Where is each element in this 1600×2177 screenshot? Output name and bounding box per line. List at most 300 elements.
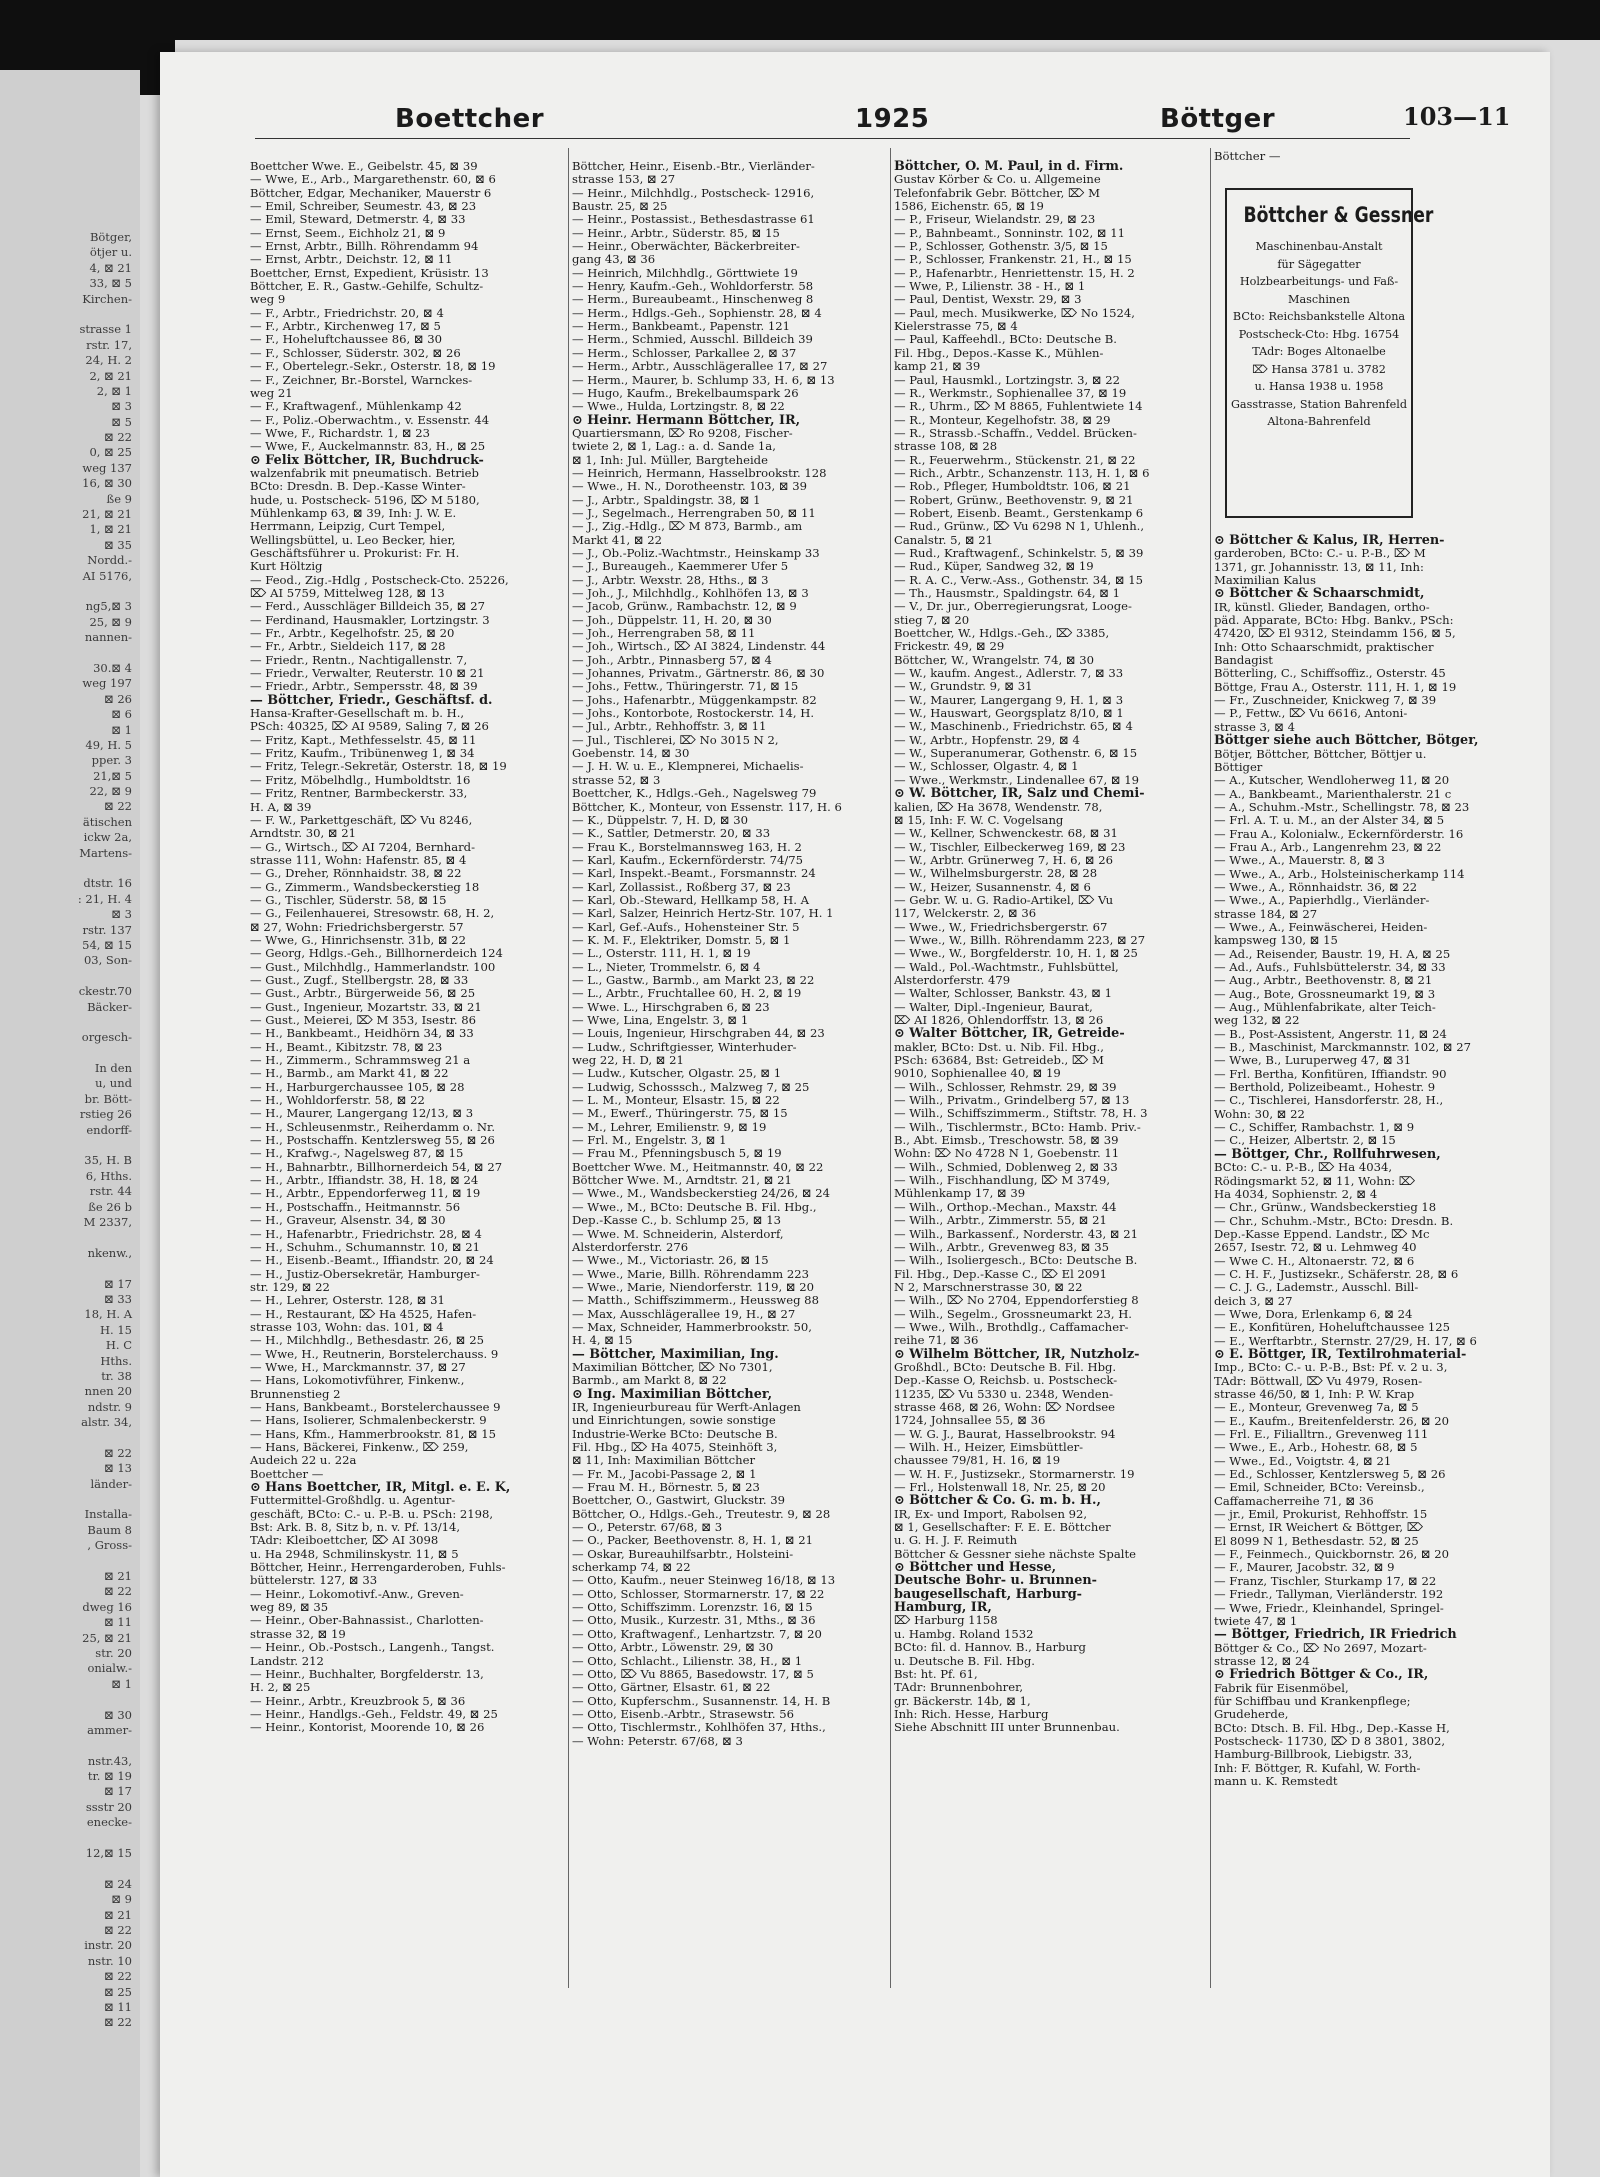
directory-entry: — Wwe., E., Arb., Hohestr. 68, ⊠ 5 — [1214, 1440, 1418, 1455]
directory-entry: strasse 46/50, ⊠ 1, Inh: P. W. Krap — [1214, 1387, 1415, 1401]
directory-entry: — Ludw., Kutscher, Olgastr. 25, ⊠ 1 — [572, 1066, 782, 1081]
directory-entry: Boettcher — — [250, 1466, 324, 1481]
directory-entry: ⊠ 1, Inh: Jul. Müller, Bargteheide — [572, 452, 768, 467]
directory-entry: walzenfabrik mit pneumatisch. Betrieb — [250, 465, 479, 480]
directory-entry: — Johs., Kontorbote, Rostockerstr. 14, H. — [572, 706, 815, 721]
directory-entry: — Gust., Zugf., Stellbergstr. 28, ⊠ 33 — [250, 972, 469, 987]
directory-entry: — Wwe., W., Friedrichsbergerstr. 67 — [894, 919, 1108, 934]
directory-entry: — Herm., Arbtr., Ausschlägerallee 17, ⊠ 27 — [572, 359, 828, 374]
directory-entry: strasse 32, ⊠ 19 — [250, 1626, 346, 1641]
directory-entry: — Rob., Pfleger, Humboldtstr. 106, ⊠ 21 — [894, 479, 1131, 494]
prev-page-fragment: ⊠ 22 — [104, 1922, 132, 1937]
prev-page-fragment: 22, ⊠ 9 — [89, 784, 132, 799]
directory-entry: — Wwe., M., BCto: Deutsche B. Fil. Hbg., — [572, 1199, 817, 1214]
directory-entry: twiete 47, ⊠ 1 — [1214, 1613, 1298, 1628]
directory-entry: — Frau M., Pfenningsbusch 5, ⊠ 19 — [572, 1146, 782, 1161]
directory-entry: — Ad., Aufs., Fuhlsbüttelerstr. 34, ⊠ 33 — [1214, 960, 1446, 974]
directory-entry: — Rud., Grünw., ⌦ Vu 6298 N 1, Uhlenh., — [894, 519, 1145, 534]
directory-entry: — P., Schlosser, Frankenstr. 21, H., ⊠ 15 — [894, 252, 1132, 267]
prev-page-fragment: 21,⊠ 5 — [93, 768, 132, 783]
directory-entry: — Franz, Tischler, Sturkamp 17, ⊠ 22 — [1214, 1573, 1437, 1588]
directory-entry: 9010, Sophienallee 40, ⊠ 19 — [894, 1066, 1061, 1081]
directory-entry: Canalstr. 5, ⊠ 21 — [894, 532, 994, 547]
directory-entry: geschäft, BCto: C.- u. P.-B. u. PSch: 2198, — [250, 1506, 494, 1521]
directory-entry: weg 9 — [250, 292, 286, 307]
directory-entry: — Frl., Holstenwall 18, Nr. 25, ⊠ 20 — [894, 1480, 1106, 1495]
prev-page-fragment: ⊠ 9 — [111, 1892, 132, 1907]
directory-entry: — M., Lehrer, Emilienstr. 9, ⊠ 19 — [572, 1119, 767, 1134]
prev-page-fragment: ⊠ 5 — [111, 414, 132, 429]
prev-page-fragment — [2, 969, 132, 984]
directory-entry: — Max, Ausschlägerallee 19, H., ⊠ 27 — [572, 1306, 796, 1321]
directory-entry: — Friedr., Arbtr., Sempersstr. 48, ⊠ 39 — [250, 679, 478, 694]
directory-entry: — Wwe., H. N., Dorotheenstr. 103, ⊠ 39 — [572, 479, 807, 494]
prev-page-fragment: 4, ⊠ 21 — [89, 260, 132, 275]
ad-line: TAdr: Boges Altonaelbe — [1252, 345, 1386, 358]
directory-entry: — Otto, Kraftwagenf., Lenhartzstr. 7, ⊠ 20 — [572, 1626, 822, 1641]
directory-entry: für Schiffbau und Krankenpflege; — [1214, 1693, 1411, 1708]
prev-page-fragment: rstieg 26 — [79, 1107, 132, 1122]
directory-entry: — Frau A., Kolonialw., Eckernförderstr. 16 — [1214, 826, 1464, 841]
directory-entry: — A., Schuhm.-Mstr., Schellingstr. 78, ⊠ 23 — [1214, 799, 1470, 814]
directory-entry: N 2, Marschnerstrasse 30, ⊠ 22 — [894, 1279, 1083, 1294]
directory-entry: — H., Schleusenmstr., Reiherdamm o. Nr. — [250, 1119, 496, 1134]
directory-entry: — W., Superanumerar, Gothenstr. 6, ⊠ 15 — [894, 746, 1138, 761]
directory-entry: — K., Düppelstr. 7, H. D, ⊠ 30 — [572, 812, 749, 827]
directory-entry: strasse 103, Wohn: das. 101, ⊠ 4 — [250, 1319, 444, 1334]
prev-page-fragment — [2, 646, 132, 661]
directory-entry: strasse 111, Wohn: Hafenstr. 85, ⊠ 4 — [250, 852, 467, 867]
directory-entry: Ha 4034, Sophienstr. 2, ⊠ 4 — [1214, 1186, 1378, 1201]
prev-page-fragment: 03, Son- — [83, 953, 132, 968]
directory-entry: — W., Wilhelmsburgerstr. 28, ⊠ 28 — [894, 866, 1098, 881]
prev-page-fragment — [2, 1230, 132, 1245]
prev-page-fragment: 49, H. 5 — [85, 737, 132, 752]
prev-page-fragment: 6, Hths. — [85, 1168, 132, 1183]
directory-entry: BCto: Dresdn. B. Dep.-Kasse Winter- — [250, 479, 466, 494]
directory-entry: — Frl. Bertha, Konfitüren, Iffiandstr. 90 — [1214, 1066, 1447, 1081]
directory-entry: — Otto, Tischlermstr., Kohlhöfen 37, Hths., — [572, 1720, 826, 1735]
directory-entry: — Wwe, Dora, Erlenkamp 6, ⊠ 24 — [1214, 1306, 1413, 1321]
directory-entry: Fil. Hbg., Dep.-Kasse C., ⌦ El 2091 — [894, 1266, 1107, 1281]
directory-entry: H. 2, ⊠ 25 — [250, 1680, 311, 1695]
directory-entry: PSch: 63684, Bst: Getreideb., ⌦ M — [894, 1053, 1104, 1068]
directory-entry: — H., Hafenarbtr., Friedrichstr. 28, ⊠ 4 — [250, 1226, 482, 1241]
directory-entry: Wohn: 30, ⊠ 22 — [1214, 1106, 1305, 1121]
directory-entry: — Feod., Zig.-Hdlg , Postscheck-Cto. 25226, — [250, 572, 509, 587]
prev-page-fragment: strasse 1 — [79, 322, 132, 337]
column-3 — [894, 160, 1206, 1990]
directory-entry: — Rich., Arbtr., Schanzenstr. 113, H. 1, ⊠ 6 — [894, 465, 1150, 480]
directory-entry: — Wilh., Schiffszimmerm., Stiftstr. 78, H. 3 — [894, 1106, 1148, 1121]
directory-entry: — L., Gastw., Barmb., am Markt 23, ⊠ 22 — [572, 972, 815, 987]
prev-page-fragment: ⊠ 3 — [111, 907, 132, 922]
column-4 — [1214, 533, 1479, 1994]
directory-entry: — Wohn: Peterstr. 67/68, ⊠ 3 — [572, 1733, 743, 1748]
prev-page-fragment: 1, ⊠ 21 — [89, 522, 132, 537]
prev-page-fragment — [2, 1861, 132, 1876]
directory-entry: Audeich 22 u. 22a — [250, 1453, 357, 1468]
directory-entry: — W., Kellner, Schwenckestr. 68, ⊠ 31 — [894, 826, 1118, 841]
directory-entry: — Fritz, Kapt., Methfesselstr. 45, ⊠ 11 — [250, 732, 477, 747]
prev-page-fragment: Baum 8 — [87, 1522, 132, 1537]
directory-entry: — Heinr., Arbtr., Kreuzbrook 5, ⊠ 36 — [250, 1693, 466, 1708]
header-left-word: Boettcher — [395, 104, 545, 134]
directory-entry: Alsterdorferstr. 479 — [894, 972, 1011, 987]
directory-entry: — Chr., Grünw., Wandsbeckerstieg 18 — [1214, 1200, 1437, 1215]
directory-entry: — G., Tischler, Süderstr. 58, ⊠ 15 — [250, 892, 447, 907]
ad-line: ⌦ Hansa 3781 u. 3782 — [1252, 362, 1386, 376]
directory-entry: stieg 7, ⊠ 20 — [894, 612, 970, 627]
directory-entry: — Wwe., Hulda, Lortzingstr. 8, ⊠ 22 — [572, 399, 785, 414]
prev-page-fragment — [2, 1261, 132, 1276]
prev-page-fragment: tr. 38 — [101, 1368, 132, 1383]
directory-entry: ⊙ Ing. Maximilian Böttcher, — [572, 1386, 773, 1402]
prev-page-fragment: dweg 16 — [82, 1599, 132, 1614]
directory-entry: Bandagist — [1214, 653, 1273, 668]
directory-entry: Maximilian Böttcher, ⌦ No 7301, — [572, 1359, 773, 1374]
directory-entry: Böttcher, E. R., Gastw.-Gehilfe, Schultz- — [250, 279, 484, 294]
directory-entry: — H., Arbtr., Eppendorferweg 11, ⊠ 19 — [250, 1186, 481, 1201]
prev-page-fragment: nkenw., — [87, 1245, 132, 1260]
directory-entry: Mühlenkamp 17, ⊠ 39 — [894, 1186, 1026, 1201]
directory-entry: — Wilh., Orthop.-Mechan., Maxstr. 44 — [894, 1199, 1117, 1214]
directory-entry: — J., Ob.-Poliz.-Wachtmstr., Heinskamp 33 — [572, 545, 820, 560]
prev-page-fragment: nstr. 10 — [87, 1953, 132, 1968]
directory-entry: — Wilh., Tischlermstr., BCto: Hamb. Priv.- — [894, 1119, 1141, 1134]
directory-entry: garderoben, BCto: C.- u. P.-B., ⌦ M — [1214, 546, 1426, 561]
prev-page-fragment — [2, 1015, 132, 1030]
prev-page-fragment: Kirchen- — [82, 291, 132, 306]
column-2 — [572, 160, 882, 1990]
directory-entry: Bötjer, Böttcher, Böttcher, Böttjer u. — [1214, 746, 1427, 761]
directory-entry: weg 89, ⊠ 35 — [250, 1600, 329, 1615]
prev-page-fragment: AI 5176, — [82, 568, 132, 583]
directory-entry: chaussee 79/81, H. 16, ⊠ 19 — [894, 1453, 1061, 1468]
directory-entry: — Otto, Gärtner, Elsastr. 61, ⊠ 22 — [572, 1680, 771, 1695]
prev-page-fragment: ⊠ 6 — [111, 707, 132, 722]
directory-entry: — Heinr., Handlgs.-Geh., Feldstr. 49, ⊠ 25 — [250, 1706, 498, 1721]
directory-entry: — E., Konfitüren, Hoheluftchaussee 125 — [1214, 1320, 1451, 1335]
directory-entry: PSch: 40325, ⌦ AI 9589, Saling 7, ⊠ 26 — [250, 719, 489, 734]
directory-entry: Böttge, Frau A., Osterstr. 111, H. 1, ⊠ 19 — [1214, 679, 1457, 694]
prev-page-fragment — [2, 1738, 132, 1753]
directory-entry: — Böttger, Friedrich, IR Friedrich — [1214, 1627, 1457, 1643]
directory-entry: — Wwe, F., Auckelmannstr. 83, H., ⊠ 25 — [250, 439, 486, 454]
prev-page-fragment: ⊠ 26 — [104, 691, 132, 706]
directory-entry: — Friedr., Rentn., Nachtigallenstr. 7, — [250, 652, 468, 667]
previous-page-text — [2, 230, 132, 2031]
directory-entry: — H., Bankbeamt., Heidhörn 34, ⊠ 33 — [250, 1026, 474, 1041]
directory-entry: — Herm., Bureaubeamt., Hinschenweg 8 — [572, 292, 814, 307]
directory-entry: — Wwe., W., Billh. Röhrendamm 223, ⊠ 27 — [894, 932, 1146, 947]
ad-line: Holzbearbeitungs- und Faß- — [1239, 275, 1399, 288]
directory-entry: 11235, ⌦ Vu 5330 u. 2348, Wenden- — [894, 1386, 1113, 1401]
directory-entry: TAdr: Böttwall, ⌦ Vu 4979, Rosen- — [1214, 1373, 1423, 1388]
directory-entry: 47420, ⌦ El 9312, Steindamm 156, ⊠ 5, — [1214, 626, 1456, 641]
prev-page-fragment: ammer- — [87, 1722, 132, 1737]
directory-entry: — Frl. A. T. u. M., an der Alster 34, ⊠ 5 — [1214, 813, 1445, 828]
directory-entry: — Wwe., Marie, Niendorferstr. 119, ⊠ 20 — [572, 1279, 815, 1294]
header-year: 1925 — [855, 104, 930, 134]
prev-page-fragment: ⊠ 35 — [104, 537, 132, 552]
prev-page-fragment: ndstr. 9 — [87, 1399, 132, 1414]
prev-page-fragment: ⊠ 1 — [111, 722, 132, 737]
directory-entry: 2657, Isestr. 72, ⊠ u. Lehmweg 40 — [1214, 1240, 1417, 1255]
directory-entry: — Wwe, Friedr., Kleinhandel, Springel- — [1214, 1600, 1444, 1615]
prev-page-fragment: In den — [94, 1061, 132, 1076]
directory-entry: — Otto, Musik., Kurzestr. 31, Mths., ⊠ 36 — [572, 1613, 816, 1628]
directory-entry: — Wwe. M. Schneiderin, Alsterdorf, — [572, 1226, 784, 1241]
prev-page-fragment: ße 26 b — [88, 1199, 132, 1214]
directory-entry: — W., Grundstr. 9, ⊠ 31 — [894, 679, 1033, 694]
directory-entry: — Fritz, Rentner, Barmbeckerstr. 33, — [250, 786, 468, 801]
directory-entry: — Ludwig, Schosssch., Malzweg 7, ⊠ 25 — [572, 1079, 810, 1094]
ad-line: Maschinen — [1288, 292, 1350, 306]
directory-entry: Großhdl., BCto: Deutsche B. Fil. Hbg. — [894, 1359, 1117, 1374]
directory-entry: — P., Schlosser, Gothenstr. 3/5, ⊠ 15 — [894, 239, 1108, 254]
directory-entry: — Gebr. W. u. G. Radio-Artikel, ⌦ Vu — [894, 892, 1114, 907]
directory-entry: Telefonfabrik Gebr. Böttcher, ⌦ M — [894, 185, 1100, 200]
prev-page-fragment: M 2337, — [83, 1215, 132, 1229]
directory-entry: — O., Peterstr. 67/68, ⊠ 3 — [572, 1520, 723, 1535]
directory-entry: — H., Milchhdlg., Bethesdastr. 26, ⊠ 25 — [250, 1333, 484, 1348]
ad-line: BCto: Reichsbankstelle Altona — [1232, 310, 1406, 323]
directory-entry: — Herm., Bankbeamt., Papenstr. 121 — [572, 319, 790, 334]
directory-entry: — K., Sattler, Detmerstr. 20, ⊠ 33 — [572, 826, 771, 841]
prev-page-fragment: weg 137 — [82, 460, 132, 475]
directory-entry: — W. G. J., Baurat, Hasselbrookstr. 94 — [894, 1426, 1116, 1441]
prev-page-fragment: 24, H. 2 — [85, 353, 132, 368]
prev-page-fragment: ⊠ 11 — [104, 1615, 132, 1630]
directory-entry: — A., Kutscher, Wendloherweg 11, ⊠ 20 — [1214, 773, 1450, 788]
directory-entry: Kurt Höltzig — [250, 559, 323, 574]
directory-entry: — Joh., Herrengraben 58, ⊠ 11 — [572, 626, 756, 641]
directory-entry: makler, BCto: Dst. u. Nib. Fil. Hbg., — [894, 1039, 1104, 1054]
directory-entry: — Hugo, Kaufm., Brekelbaumspark 26 — [572, 385, 799, 400]
prev-page-fragment: Bäcker- — [87, 999, 132, 1014]
directory-entry: — H., Postschaffn. Kentzlersweg 55, ⊠ 26 — [250, 1133, 495, 1148]
directory-entry: Hansa-Krafter-Gesellschaft m. b. H., — [250, 706, 465, 721]
directory-entry: Industrie-Werke BCto: Deutsche B. — [572, 1426, 778, 1441]
directory-entry: — Wwe., Marie, Billh. Röhrendamm 223 — [572, 1266, 809, 1281]
prev-page-fragment — [2, 861, 132, 876]
directory-entry: — C. H. F., Justizsekr., Schäferstr. 28, ⊠ 6 — [1214, 1266, 1459, 1281]
directory-entry: — E., Kaufm., Breitenfelderstr. 26, ⊠ 20 — [1214, 1413, 1450, 1428]
directory-entry: — Ernst, Arbtr., Deichstr. 12, ⊠ 11 — [250, 252, 453, 267]
prev-page-fragment: weg 197 — [82, 676, 132, 691]
directory-entry: Inh: Rich. Hesse, Harburg — [894, 1706, 1049, 1721]
directory-entry: — Joh., Arbtr., Pinnasberg 57, ⊠ 4 — [572, 652, 772, 667]
prev-page-fragment: H. C — [105, 1338, 132, 1353]
directory-entry: — Paul, Hausmkl., Lortzingstr. 3, ⊠ 22 — [894, 372, 1120, 387]
directory-entry: ⊙ Böttcher & Kalus, IR, Herren- — [1214, 533, 1445, 548]
prev-page-fragment: ⊠ 22 — [104, 2015, 132, 2030]
directory-entry: — F., Kraftwagenf., Mühlenkamp 42 — [250, 399, 462, 414]
directory-entry: strasse 153, ⊠ 27 — [572, 172, 676, 187]
directory-entry: str. 129, ⊠ 22 — [250, 1279, 330, 1294]
directory-entry: Frickestr. 49, ⊠ 29 — [894, 639, 1005, 654]
directory-entry: IR, Ingenieurbureau für Werft-Anlagen — [572, 1399, 801, 1414]
column-1 — [250, 160, 560, 1990]
directory-entry: — Wald., Pol.-Wachtmstr., Fuhlsbüttel, — [894, 959, 1119, 974]
advertisement-box — [1225, 188, 1434, 518]
prev-page-fragment: Nordd.- — [87, 553, 132, 568]
previous-page-strip — [0, 70, 140, 2177]
directory-entry: — Ernst, IR Weichert & Böttger, ⌦ — [1214, 1520, 1424, 1535]
prev-page-fragment: ickw 2a, — [83, 830, 132, 845]
directory-entry: Boettcher, O., Gastwirt, Gluckstr. 39 — [572, 1493, 785, 1508]
directory-entry: Boettcher, W., Hdlgs.-Geh., ⌦ 3385, — [894, 626, 1110, 641]
directory-entry: TAdr: Brunnenbohrer, — [894, 1680, 1024, 1695]
prev-page-fragment: str. 20 — [95, 1645, 132, 1660]
directory-entry: — Karl, Inspekt.-Beamt., Forsmannstr. 24 — [572, 866, 816, 881]
directory-entry: — Herm., Hdlgs.-Geh., Sophienstr. 28, ⊠ 4 — [572, 305, 822, 320]
directory-entry: — Wilh., Schlosser, Rehmstr. 29, ⊠ 39 — [894, 1079, 1117, 1094]
directory-entry: — J., Bureaugeh., Kaemmerer Ufer 5 — [572, 559, 789, 574]
directory-entry: — Wwe, G., Hinrichsenstr. 31b, ⊠ 22 — [250, 932, 466, 947]
column-divider — [568, 148, 569, 1988]
directory-entry: Böttcher & Gessner siehe nächste Spalte — [894, 1546, 1136, 1561]
directory-entry: — H., Bahnarbtr., Billhornerdeich 54, ⊠ 27 — [250, 1159, 503, 1174]
directory-entry: — W. H. F., Justizsekr., Stormarnerstr. 19 — [894, 1466, 1135, 1481]
prev-page-fragment: br. Bött- — [84, 1091, 132, 1106]
prev-page-fragment — [2, 1046, 132, 1061]
directory-entry: — Otto, Eisenb.-Arbtr., Strasewstr. 56 — [572, 1706, 795, 1721]
directory-entry: — Joh., J., Milchhdlg., Kohlhöfen 13, ⊠ 3 — [572, 586, 809, 600]
directory-entry: Quartiersmann, ⌦ Ro 9208, Fischer- — [572, 425, 793, 440]
directory-entry: Caffamacherreihe 71, ⊠ 36 — [1214, 1493, 1374, 1508]
directory-entry: — F., Poliz.-Oberwachtm., v. Essenstr. 44 — [250, 412, 490, 427]
directory-entry: — jr., Emil, Prokurist, Rehhoffstr. 15 — [1214, 1507, 1428, 1522]
prev-page-fragment: ⊠ 11 — [104, 1999, 132, 2014]
directory-entry: u. G. H. J. F. Reimuth — [894, 1533, 1018, 1548]
directory-entry: — Gust., Arbtr., Bürgerweide 56, ⊠ 25 — [250, 986, 476, 1001]
prev-page-fragment — [2, 1138, 132, 1153]
prev-page-fragment: u, und — [95, 1076, 132, 1091]
prev-page-fragment: ätischen — [82, 814, 132, 829]
directory-entry: Fil. Hbg., Depos.-Kasse K., Mühlen- — [894, 345, 1104, 360]
directory-entry: — Jul., Arbtr., Rehhoffstr. 3, ⊠ 11 — [572, 719, 767, 734]
page-number: 103—11 — [1403, 102, 1511, 131]
prev-page-fragment: H. 15 — [100, 1322, 132, 1337]
directory-entry: — P., Bahnbeamt., Sonninstr. 102, ⊠ 11 — [894, 225, 1125, 240]
directory-entry: ⊠ 27, Wohn: Friedrichsbergerstr. 57 — [250, 919, 464, 934]
prev-page-fragment: ⊠ 13 — [104, 1461, 132, 1476]
directory-entry: — Heinr., Milchhdlg., Postscheck- 12916, — [572, 185, 815, 200]
directory-entry: ⊠ 11, Inh: Maximilian Böttcher — [572, 1453, 756, 1468]
directory-entry: — Wwe., A., Rönnhaidstr. 36, ⊠ 22 — [1214, 879, 1418, 894]
directory-entry: ⊙ W. Böttcher, IR, Salz und Chemi- — [894, 786, 1145, 802]
prev-page-fragment: ⊠ 22 — [104, 430, 132, 445]
directory-entry: — Jacob, Grünw., Rambachstr. 12, ⊠ 9 — [572, 599, 797, 614]
directory-entry: — F., Arbtr., Kirchenweg 17, ⊠ 5 — [250, 319, 441, 334]
prev-page-fragment: 33, ⊠ 5 — [89, 276, 132, 291]
directory-entry: — W., Schlosser, Olgastr. 4, ⊠ 1 — [894, 759, 1079, 774]
prev-page-fragment: instr. 20 — [84, 1938, 132, 1953]
directory-entry: ⌦ Harburg 1158 — [894, 1613, 998, 1628]
directory-entry: — W., Arbtr. Grünerweg 7, H. 6, ⊠ 26 — [894, 852, 1114, 867]
directory-entry: — Fritz, Möbelhdlg., Humboldtstr. 16 — [250, 772, 471, 787]
directory-entry: weg 22, H. D, ⊠ 21 — [572, 1053, 684, 1068]
directory-entry: büttelerstr. 127, ⊠ 33 — [250, 1573, 378, 1588]
prev-page-fragment — [2, 1430, 132, 1445]
directory-entry: — Berthold, Polizeibeamt., Hohestr. 9 — [1214, 1080, 1436, 1095]
prev-page-fragment: ⊠ 17 — [104, 1784, 132, 1799]
directory-entry: — Paul, mech. Musikwerke, ⌦ No 1524, — [894, 305, 1135, 320]
prev-page-fragment: 16, ⊠ 30 — [82, 476, 132, 491]
directory-entry: — C., Tischlerei, Hansdorferstr. 28, H., — [1214, 1093, 1444, 1108]
directory-entry: kamp 21, ⊠ 39 — [894, 359, 981, 374]
directory-entry: — W., Maschinenb., Friedrichstr. 65, ⊠ 4 — [894, 719, 1133, 734]
prev-page-fragment: Martens- — [79, 845, 132, 860]
directory-entry: — Ferdinand, Hausmakler, Lortzingstr. 3 — [250, 612, 490, 627]
directory-entry: — R., Uhrm., ⌦ M 8865, Fuhlentwiete 14 — [894, 399, 1143, 414]
directory-entry: ⊠ 1, Gesellschafter: F. E. E. Böttcher — [894, 1520, 1111, 1535]
prev-page-fragment: ⊠ 30 — [104, 1707, 132, 1722]
prev-page-fragment: enecke- — [86, 1815, 132, 1830]
directory-entry: — Max, Schneider, Hammerbrookstr. 50, — [572, 1319, 812, 1334]
directory-entry: — Otto, Schiffszimm. Lorenzstr. 16, ⊠ 15 — [572, 1600, 813, 1615]
directory-entry: — H., Eisenb.-Beamt., Iffiandstr. 20, ⊠ 24 — [250, 1253, 494, 1268]
directory-entry: Böttcher, Edgar, Mechaniker, Mauerstr 6 — [250, 185, 492, 200]
directory-entry: — Frau M. H., Börnestr. 5, ⊠ 23 — [572, 1480, 760, 1495]
directory-entry: Hamburg-Billbrook, Liebigstr. 33, — [1214, 1747, 1413, 1762]
directory-entry: TAdr: Kleiboettcher, ⌦ AI 3098 — [250, 1533, 439, 1548]
directory-entry: — Ad., Reisender, Baustr. 19, H. A, ⊠ 25 — [1214, 946, 1451, 961]
directory-entry: — W., Arbtr., Hopfenstr. 29, ⊠ 4 — [894, 732, 1080, 747]
directory-entry: Maximilian Kalus — [1214, 573, 1316, 588]
directory-entry: — Frau A., Arb., Langenrehm 23, ⊠ 22 — [1214, 839, 1442, 854]
column-4-head: Böttcher — — [1214, 149, 1281, 163]
prev-page-fragment: ⊠ 22 — [104, 799, 132, 814]
directory-entry: — Gust., Meierei, ⌦ M 353, Isestr. 86 — [250, 1013, 476, 1027]
directory-entry: — Walter, Dipl.-Ingenieur, Baurat, — [894, 999, 1093, 1014]
directory-entry: — Hans, Lokomotivführer, Finkenw., — [250, 1373, 465, 1388]
directory-entry: — Ludw., Schriftgiesser, Winterhuder- — [572, 1039, 797, 1054]
directory-entry: — G., Dreher, Rönnhaidstr. 38, ⊠ 22 — [250, 866, 462, 881]
directory-entry: — Aug., Bote, Grossneumarkt 19, ⊠ 3 — [1214, 986, 1436, 1001]
directory-entry: — Robert, Grünw., Beethovenstr. 9, ⊠ 21 — [894, 492, 1134, 507]
directory-entry: — P., Hafenarbtr., Henriettenstr. 15, H. 2 — [894, 265, 1135, 280]
directory-entry: — V., Dr. jur., Oberregierungsrat, Looge- — [894, 599, 1132, 614]
directory-entry: Böttcher, Heinr., Herrengarderoben, Fuhls- — [250, 1560, 506, 1575]
directory-entry: B., Abt. Eimsb., Treschowstr. 58, ⊠ 39 — [894, 1133, 1119, 1148]
prev-page-fragment: : 21, H. 4 — [77, 891, 132, 906]
directory-entry: — F., Maurer, Jacobstr. 32, ⊠ 9 — [1214, 1560, 1395, 1575]
directory-entry: — Fritz, Telegr.-Sekretär, Osterstr. 18, ⊠ 19 — [250, 759, 507, 774]
directory-entry: Böttcher, K., Monteur, von Essenstr. 117, H. 6 — [572, 799, 842, 814]
prev-page-fragment: ⊠ 25 — [104, 1984, 132, 1999]
directory-entry: — Ernst, Seem., Eichholz 21, ⊠ 9 — [250, 225, 446, 240]
directory-entry: Böttcher, O. M. Paul, in d. Firm. — [894, 159, 1124, 174]
directory-entry: — Wilh., Segelm., Grossneumarkt 23, H. — [894, 1306, 1132, 1321]
directory-entry: ⌦ AI 1826, Ohlendorffstr. 13, ⊠ 26 — [894, 1013, 1104, 1027]
prev-page-fragment: ⊠ 21 — [104, 1568, 132, 1583]
directory-entry: — Wwe, F., Richardstr. 1, ⊠ 23 — [250, 425, 431, 440]
directory-entry: Hamburg, IR, — [894, 1600, 992, 1616]
directory-entry: — W., Tischler, Eilbeckerweg 169, ⊠ 23 — [894, 839, 1126, 854]
directory-entry: ⊙ Friedrich Böttger & Co., IR, — [1214, 1667, 1429, 1683]
prev-page-fragment — [2, 1492, 132, 1507]
directory-entry: — F., Zeichner, Br.-Borstel, Warnckes- — [250, 372, 473, 387]
directory-entry: Inh: Otto Schaarschmidt, praktischer — [1214, 639, 1434, 654]
directory-entry: päd. Apparate, BCto: Hbg. Bankv., PSch: — [1214, 613, 1454, 628]
directory-entry: — W., kaufm. Angest., Adlerstr. 7, ⊠ 33 — [894, 666, 1124, 681]
directory-entry: — Fr. M., Jacobi-Passage 2, ⊠ 1 — [572, 1466, 757, 1481]
prev-page-fragment: nstr.43, — [87, 1753, 132, 1768]
directory-entry: — J., Zig.-Hdlg., ⌦ M 873, Barmb., am — [572, 519, 803, 534]
